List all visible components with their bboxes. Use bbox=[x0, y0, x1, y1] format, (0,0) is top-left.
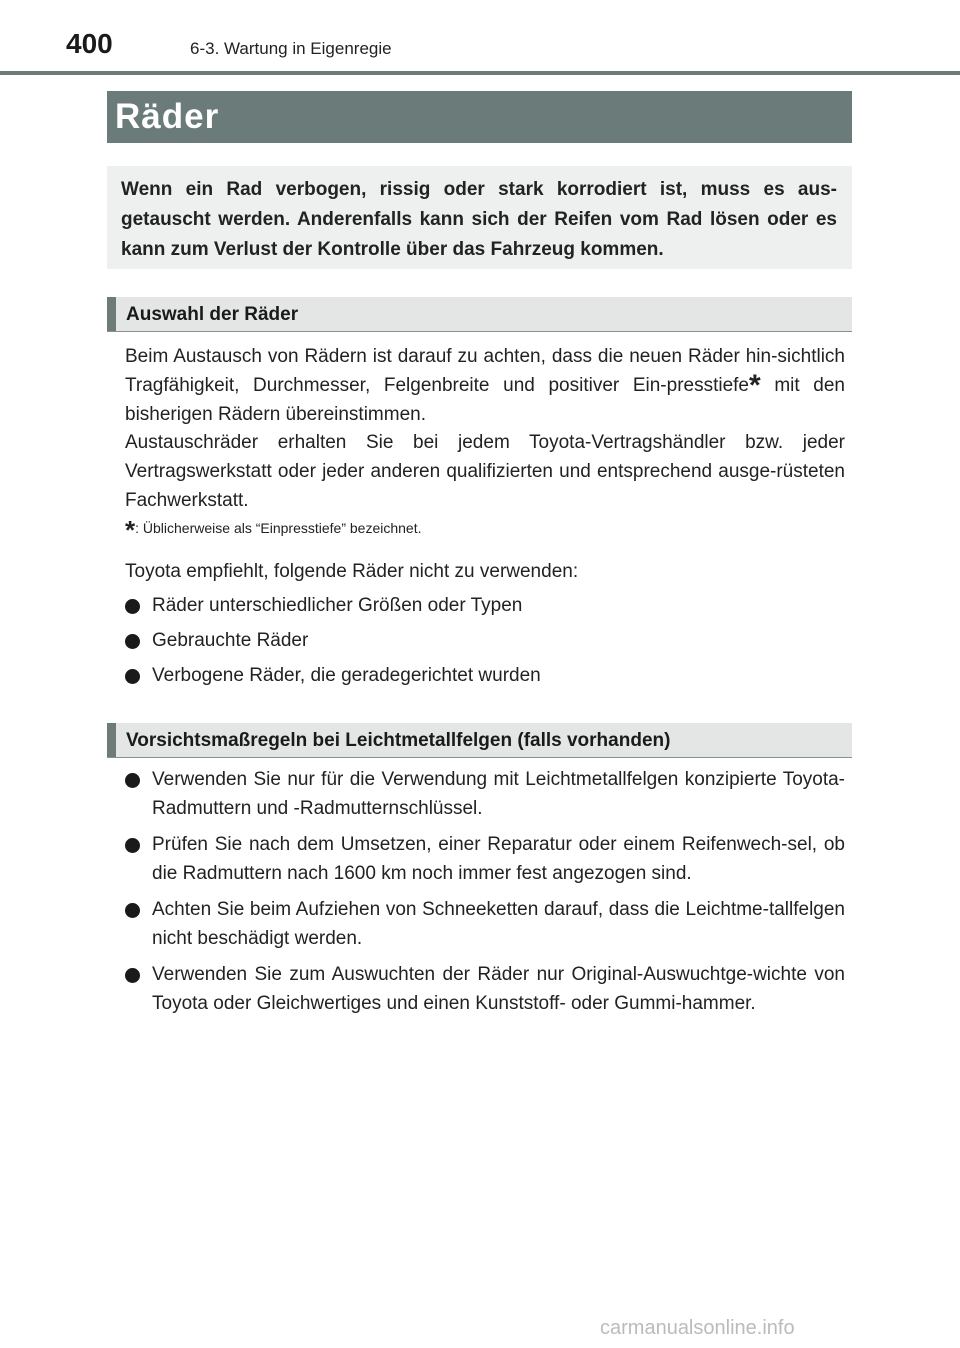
list-item bbox=[125, 765, 845, 823]
subheading-label: Vorsichtsmaßregeln bei Leichtmetallfelgen (falls vorhanden) bbox=[126, 730, 671, 751]
watermark: carmanualsonline.info bbox=[600, 1317, 795, 1339]
bullet-icon bbox=[125, 903, 140, 918]
paragraph-selection-text: Beim Austausch von Rädern ist darauf zu achten, dass die neuen Räder hin-sichtlich Tragfähigkeit, Durchmesser, Felgenbreite und positiver Ein-presstiefe bbox=[125, 346, 845, 396]
warning-text: Wenn ein Rad verbogen, rissig oder stark korrodiert ist, muss es aus-getauscht werden. Anderenfalls kann sich der Reifen vom Rad lösen oder es kann zum Verlust der Kontrolle über das Fahrzeug kommen. bbox=[121, 179, 837, 260]
list-item bbox=[125, 895, 845, 953]
list-item bbox=[125, 830, 845, 888]
page-title: Räder bbox=[115, 97, 220, 136]
list-item bbox=[125, 960, 845, 1018]
list-item bbox=[125, 661, 845, 690]
bullet-icon bbox=[125, 599, 140, 614]
list-item-text: Prüfen Sie nach dem Umsetzen, einer Reparatur oder einem Reifenwech-sel, ob die Radmuttern nach 1600 km noch immer fest angezogen sind. bbox=[152, 834, 845, 884]
subheading-wheel-selection bbox=[107, 297, 852, 332]
recommendation-intro: Toyota empfiehlt, folgende Räder nicht zu verwenden: bbox=[125, 561, 579, 582]
list-item-text: Achten Sie beim Aufziehen von Schneeketten darauf, dass die Leichtme-tallfelgen nicht beschädigt werden. bbox=[152, 899, 845, 949]
bullet-icon bbox=[125, 669, 140, 684]
list-item bbox=[125, 626, 845, 655]
subheading-alloy-precautions bbox=[107, 723, 852, 758]
list-item bbox=[125, 591, 845, 620]
footnote-marker: * bbox=[749, 369, 761, 402]
page-header bbox=[0, 0, 960, 76]
list-item-text: Verbogene Räder, die geradegerichtet wurden bbox=[152, 665, 541, 686]
page-number: 400 bbox=[66, 28, 113, 59]
header-divider bbox=[0, 71, 960, 75]
bullet-icon bbox=[125, 773, 140, 788]
footnote-star: * bbox=[125, 515, 136, 545]
subheading-bar bbox=[107, 297, 116, 331]
list-item-text: Räder unterschiedlicher Größen oder Typen bbox=[152, 595, 523, 616]
section-title: 6-3. Wartung in Eigenregie bbox=[190, 39, 392, 58]
alloy-precautions-list bbox=[125, 765, 845, 1025]
footnote-text: : Üblicherweise als “Einpresstiefe” bezeichnet. bbox=[135, 520, 422, 536]
paragraph-selection-end: mit den bisherigen Rädern übereinstimmen. bbox=[125, 375, 845, 425]
paragraph-replacement: Austauschräder erhalten Sie bei jedem Toyota-Vertragshändler bzw. jeder Vertragswerkstatt oder jeder anderen qualifizierten und entsprechend ausge-rüsteten Fachwerkstatt. bbox=[125, 432, 845, 511]
subheading-label: Auswahl der Räder bbox=[126, 304, 299, 325]
paragraph-selection bbox=[125, 342, 845, 429]
not-recommended-list bbox=[125, 591, 845, 696]
list-item-text: Gebrauchte Räder bbox=[152, 630, 309, 651]
footnote bbox=[125, 515, 422, 545]
bullet-icon bbox=[125, 838, 140, 853]
list-item-text: Verwenden Sie nur für die Verwendung mit Leichtmetallfelgen konzipierte Toyota-Radmuttern und -Radmutternschlüssel. bbox=[152, 769, 845, 819]
subheading-bar bbox=[107, 723, 116, 757]
bullet-icon bbox=[125, 968, 140, 983]
list-item-text: Verwenden Sie zum Auswuchten der Räder nur Original-Auswuchtge-wichte von Toyota oder Gleichwertiges und einen Kunststoff- oder Gummi-hammer. bbox=[152, 964, 845, 1014]
bullet-icon bbox=[125, 634, 140, 649]
